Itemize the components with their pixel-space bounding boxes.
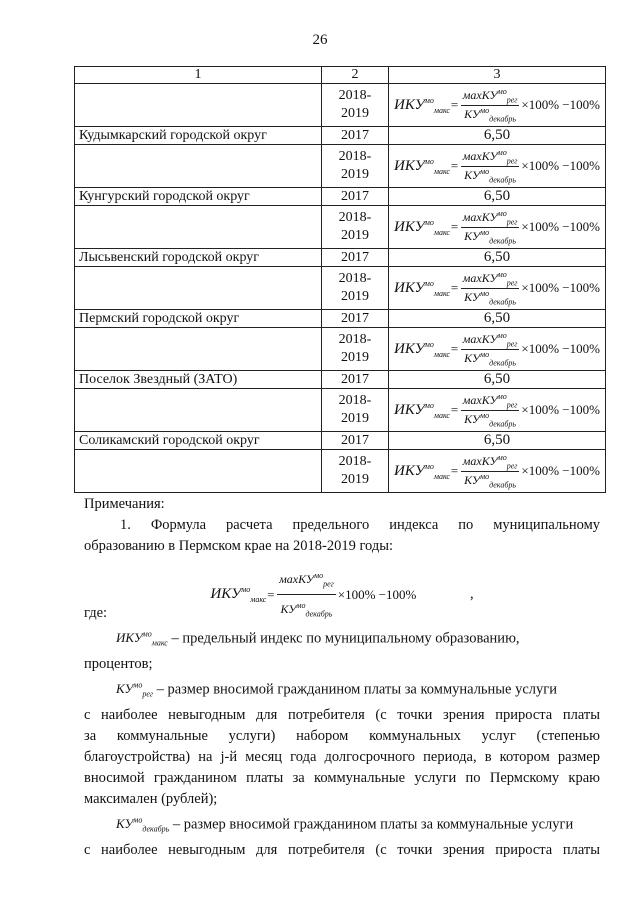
formula-comma: , — [469, 586, 474, 603]
column-header: 2 — [322, 67, 389, 84]
period-cell: 2018- 2019 — [322, 267, 389, 310]
notes-heading: Примечания: — [84, 496, 165, 512]
value-cell: 6,50 — [389, 432, 606, 450]
period-cell: 2018- 2019 — [322, 206, 389, 249]
value-cell: 6,50 — [389, 371, 606, 389]
value-cell: 6,50 — [389, 249, 606, 267]
year-cell: 2017 — [322, 249, 389, 267]
formula: $ИКУ^{мо}_{макс}$ = $\frac{махКУ^{мо}_{рег}}{КУ^{мо}_{декабрь}}$ ×100% −100% — [394, 209, 600, 245]
formula-cell — [389, 389, 606, 432]
formula: $ИКУ^{мо}_{макс}$ = $\frac{махКУ^{мо}_{рег}}{КУ^{мо}_{декабрь}}$ ×100% −100% — [394, 87, 600, 123]
symbol-ku-dec: $КУ^{мо}_{декабрь}$ — [116, 815, 170, 834]
formula-cell — [389, 450, 606, 493]
symbol-ku-reg: $КУ^{мо}_{рег}$ — [116, 680, 153, 699]
page-number: 26 — [312, 32, 328, 48]
def-ku-dec-l2: с наиболее невыгодным для потребителя (с точки зрения прироста платы — [84, 841, 600, 858]
formula: $ИКУ^{мо}_{макс}$ = $\frac{махКУ^{мо}_{рег}}{КУ^{мо}_{декабрь}}$ ×100% −100% — [394, 148, 600, 184]
empty-cell — [75, 389, 322, 432]
year-cell: 2017 — [322, 432, 389, 450]
municipality-name: Лысьвенский городской округ — [75, 249, 322, 267]
table-header-row — [75, 67, 606, 84]
year-cell: 2017 — [322, 127, 389, 145]
empty-cell — [75, 267, 322, 310]
column-header: 1 — [75, 67, 322, 84]
value-cell: 6,50 — [389, 127, 606, 145]
formula: $ИКУ^{мо}_{макс}$ = $\frac{махКУ^{мо}_{рег}}{КУ^{мо}_{декабрь}}$ ×100% −100% — [394, 270, 600, 306]
def-ku-reg: $КУ^{мо}_{рег}$ – размер вносимой гражданином платы за коммунальные услуги — [116, 680, 557, 699]
table-row-formula — [75, 389, 606, 432]
where-label: где: — [84, 605, 108, 621]
period-cell: 2018- 2019 — [322, 145, 389, 188]
formula-cell — [389, 145, 606, 188]
empty-cell — [75, 145, 322, 188]
notes-section — [84, 494, 600, 861]
empty-cell — [75, 206, 322, 249]
table-row-formula — [75, 450, 606, 493]
table-row-formula — [75, 267, 606, 310]
municipality-name: Соликамский городской округ — [75, 432, 322, 450]
def-ku-dec: $КУ^{мо}_{декабрь}$ – размер вносимой гражданином платы за коммунальные услуги — [116, 815, 574, 834]
table-row — [75, 371, 606, 389]
def-ku-reg-l3: за коммунальные услуги) набором коммунальных услуг (степенью — [84, 727, 600, 744]
note-1-line-1: 1. Формула расчета предельного индекса по муниципальному — [120, 517, 600, 533]
period-cell: 2018- 2019 — [322, 328, 389, 371]
empty-cell — [75, 84, 322, 127]
period-cell: 2018- 2019 — [322, 389, 389, 432]
formula-cell — [389, 206, 606, 249]
value-cell: 6,50 — [389, 188, 606, 206]
def-iku-cont: процентов; — [84, 655, 153, 672]
table-row-formula — [75, 145, 606, 188]
column-header: 3 — [389, 67, 606, 84]
municipality-name: Поселок Звездный (ЗАТО) — [75, 371, 322, 389]
table-row — [75, 188, 606, 206]
formula-cell — [389, 328, 606, 371]
formula-cell — [389, 84, 606, 127]
empty-cell — [75, 328, 322, 371]
municipality-name: Кудымкарский городской округ — [75, 127, 322, 145]
table-row — [75, 249, 606, 267]
symbol-iku: $ИКУ^{мо}_{макс}$ — [116, 630, 168, 648]
table-row — [75, 127, 606, 145]
def-ku-reg-l5: вносимой гражданином платы за коммунальные услуги по Пермскому краю — [84, 769, 600, 786]
formula: $ИКУ^{мо}_{макс}$ = $\frac{махКУ^{мо}_{рег}}{КУ^{мо}_{декабрь}}$ ×100% −100% — [210, 565, 416, 625]
municipality-name: Кунгурский городской округ — [75, 188, 322, 206]
formula: $ИКУ^{мо}_{макс}$ = $\frac{махКУ^{мо}_{рег}}{КУ^{мо}_{декабрь}}$ ×100% −100% — [394, 392, 600, 428]
table-row-formula — [75, 328, 606, 371]
formula-cell — [389, 267, 606, 310]
period-cell: 2018- 2019 — [322, 450, 389, 493]
def-ku-reg-l4: благоустройства) на j-й месяц года долгосрочного периода, в котором размер — [84, 748, 600, 765]
table-row-formula — [75, 84, 606, 127]
empty-cell — [75, 450, 322, 493]
municipality-name: Пермский городской округ — [75, 310, 322, 328]
indices-table — [74, 66, 606, 493]
table-row-formula — [75, 206, 606, 249]
year-cell: 2017 — [322, 310, 389, 328]
table-row — [75, 310, 606, 328]
def-ku-reg-l6: максимален (рублей); — [84, 790, 218, 807]
period-cell: 2018- 2019 — [322, 84, 389, 127]
def-ku-reg-l2: с наиболее невыгодным для потребителя (с точки зрения прироста платы — [84, 706, 600, 723]
def-iku: $ИКУ^{мо}_{макс}$ – предельный индекс по муниципальному образованию, — [116, 630, 520, 648]
note-1-line-2: образованию в Пермском крае на 2018-2019 годы: — [84, 538, 394, 554]
year-cell: 2017 — [322, 371, 389, 389]
value-cell: 6,50 — [389, 310, 606, 328]
table-row — [75, 432, 606, 450]
year-cell: 2017 — [322, 188, 389, 206]
formula: $ИКУ^{мо}_{макс}$ = $\frac{махКУ^{мо}_{рег}}{КУ^{мо}_{декабрь}}$ ×100% −100% — [394, 331, 600, 367]
formula: $ИКУ^{мо}_{макс}$ = $\frac{махКУ^{мо}_{рег}}{КУ^{мо}_{декабрь}}$ ×100% −100% — [394, 453, 600, 489]
